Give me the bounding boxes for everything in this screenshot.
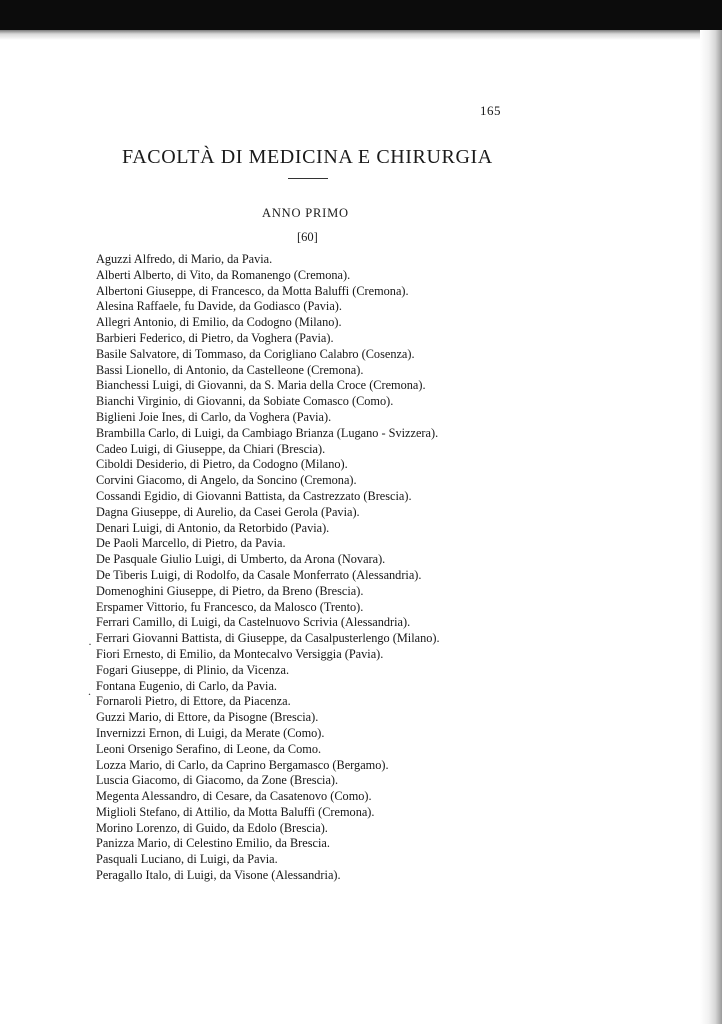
list-item: Luscia Giacomo, di Giacomo, da Zone (Brescia). <box>96 773 339 788</box>
list-item: Megenta Alessandro, di Cesare, da Casatenovo (Como). <box>96 789 372 804</box>
list-item: Bianchessi Luigi, di Giovanni, da S. Maria della Croce (Cremona). <box>96 378 426 393</box>
list-item: Bassi Lionello, di Antonio, da Castelleone (Cremona). <box>96 362 364 377</box>
list-item: Fogari Giuseppe, di Plinio, da Vicenza. <box>96 662 290 677</box>
list-item: Brambilla Carlo, di Luigi, da Cambiago Brianza (Lugano - Svizzera). <box>96 425 439 440</box>
list-item: Albertoni Giuseppe, di Francesco, da Motta Baluffi (Cremona). <box>96 283 409 298</box>
list-item: Cossandi Egidio, di Giovanni Battista, da Castrezzato (Brescia). <box>96 488 412 503</box>
list-item: De Paoli Marcello, di Pietro, da Pavia. <box>96 536 286 551</box>
list-item: Leoni Orsenigo Serafino, di Leone, da Como. <box>96 741 322 756</box>
title-divider <box>288 178 328 179</box>
list-item: Denari Luigi, di Antonio, da Retorbido (Pavia). <box>96 520 330 535</box>
list-item: Barbieri Federico, di Pietro, da Voghera (Pavia). <box>96 330 334 345</box>
faculty-title: FACOLTÀ DI MEDICINA E CHIRURGIA <box>122 146 493 168</box>
list-item: Ferrari Camillo, di Luigi, da Castelnuovo Scrivia (Alessandria). <box>96 615 411 630</box>
list-item: Corvini Giacomo, di Angelo, da Soncino (Cremona). <box>96 473 357 488</box>
student-count: [60] <box>297 230 318 244</box>
list-item: De Tiberis Luigi, di Rodolfo, da Casale Monferrato (Alessandria). <box>96 567 422 582</box>
list-item: Peragallo Italo, di Luigi, da Visone (Alessandria). <box>96 868 341 883</box>
list-item: Erspamer Vittorio, fu Francesco, da Malosco (Trento). <box>96 599 364 614</box>
page-number: 165 <box>480 103 501 118</box>
list-item: Basile Salvatore, di Tommaso, da Corigliano Calabro (Cosenza). <box>96 346 415 361</box>
list-item: Panizza Mario, di Celestino Emilio, da Brescia. <box>96 836 330 851</box>
list-item: Aguzzi Alfredo, di Mario, da Pavia. <box>96 252 273 266</box>
list-item: Alberti Alberto, di Vito, da Romanengo (Cremona). <box>96 267 351 282</box>
list-item: Dagna Giuseppe, di Aurelio, da Casei Gerola (Pavia). <box>96 504 360 519</box>
list-item: Fiori Ernesto, di Emilio, da Montecalvo Versiggia (Pavia). <box>96 646 384 661</box>
list-item: Ciboldi Desiderio, di Pietro, da Codogno (Milano). <box>96 457 348 472</box>
list-item: Bianchi Virginio, di Giovanni, da Sobiate Comasco (Como). <box>96 394 394 409</box>
list-item: Pasquali Luciano, di Luigi, da Pavia. <box>96 852 278 867</box>
scan-top-border <box>0 0 722 30</box>
list-item: Allegri Antonio, di Emilio, da Codogno (Milano). <box>96 315 342 330</box>
list-item: Fornaroli Pietro, di Ettore, da Piacenza. <box>96 694 291 709</box>
list-item: Guzzi Mario, di Ettore, da Pisogne (Brescia). <box>96 710 319 725</box>
list-item: Ferrari Giovanni Battista, di Giuseppe, da Casalpusterlengo (Milano). <box>96 631 440 646</box>
margin-dot-mark: · <box>88 637 92 651</box>
scan-page-edge-shadow <box>0 30 722 40</box>
list-item: Fontana Eugenio, di Carlo, da Pavia. <box>96 678 278 693</box>
student-list <box>96 252 440 884</box>
list-item: Domenoghini Giuseppe, di Pietro, da Breno (Brescia). <box>96 583 364 598</box>
list-item: De Pasquale Giulio Luigi, di Umberto, da Arona (Novara). <box>96 552 386 567</box>
scan-right-border <box>700 30 722 1024</box>
year-heading: ANNO PRIMO <box>262 206 349 220</box>
list-item: Biglieni Joie Ines, di Carlo, da Voghera (Pavia). <box>96 409 332 424</box>
list-item: Lozza Mario, di Carlo, da Caprino Bergamasco (Bergamo). <box>96 757 389 772</box>
list-item: Morino Lorenzo, di Guido, da Edolo (Brescia). <box>96 820 328 835</box>
list-item: Alesina Raffaele, fu Davide, da Godiasco (Pavia). <box>96 299 342 314</box>
margin-dot-mark: . <box>88 684 91 698</box>
list-item: Cadeo Luigi, di Giuseppe, da Chiari (Brescia). <box>96 441 326 456</box>
list-item: Invernizzi Ernon, di Luigi, da Merate (Como). <box>96 725 325 740</box>
list-item: Miglioli Stefano, di Attilio, da Motta Baluffi (Cremona). <box>96 804 375 819</box>
